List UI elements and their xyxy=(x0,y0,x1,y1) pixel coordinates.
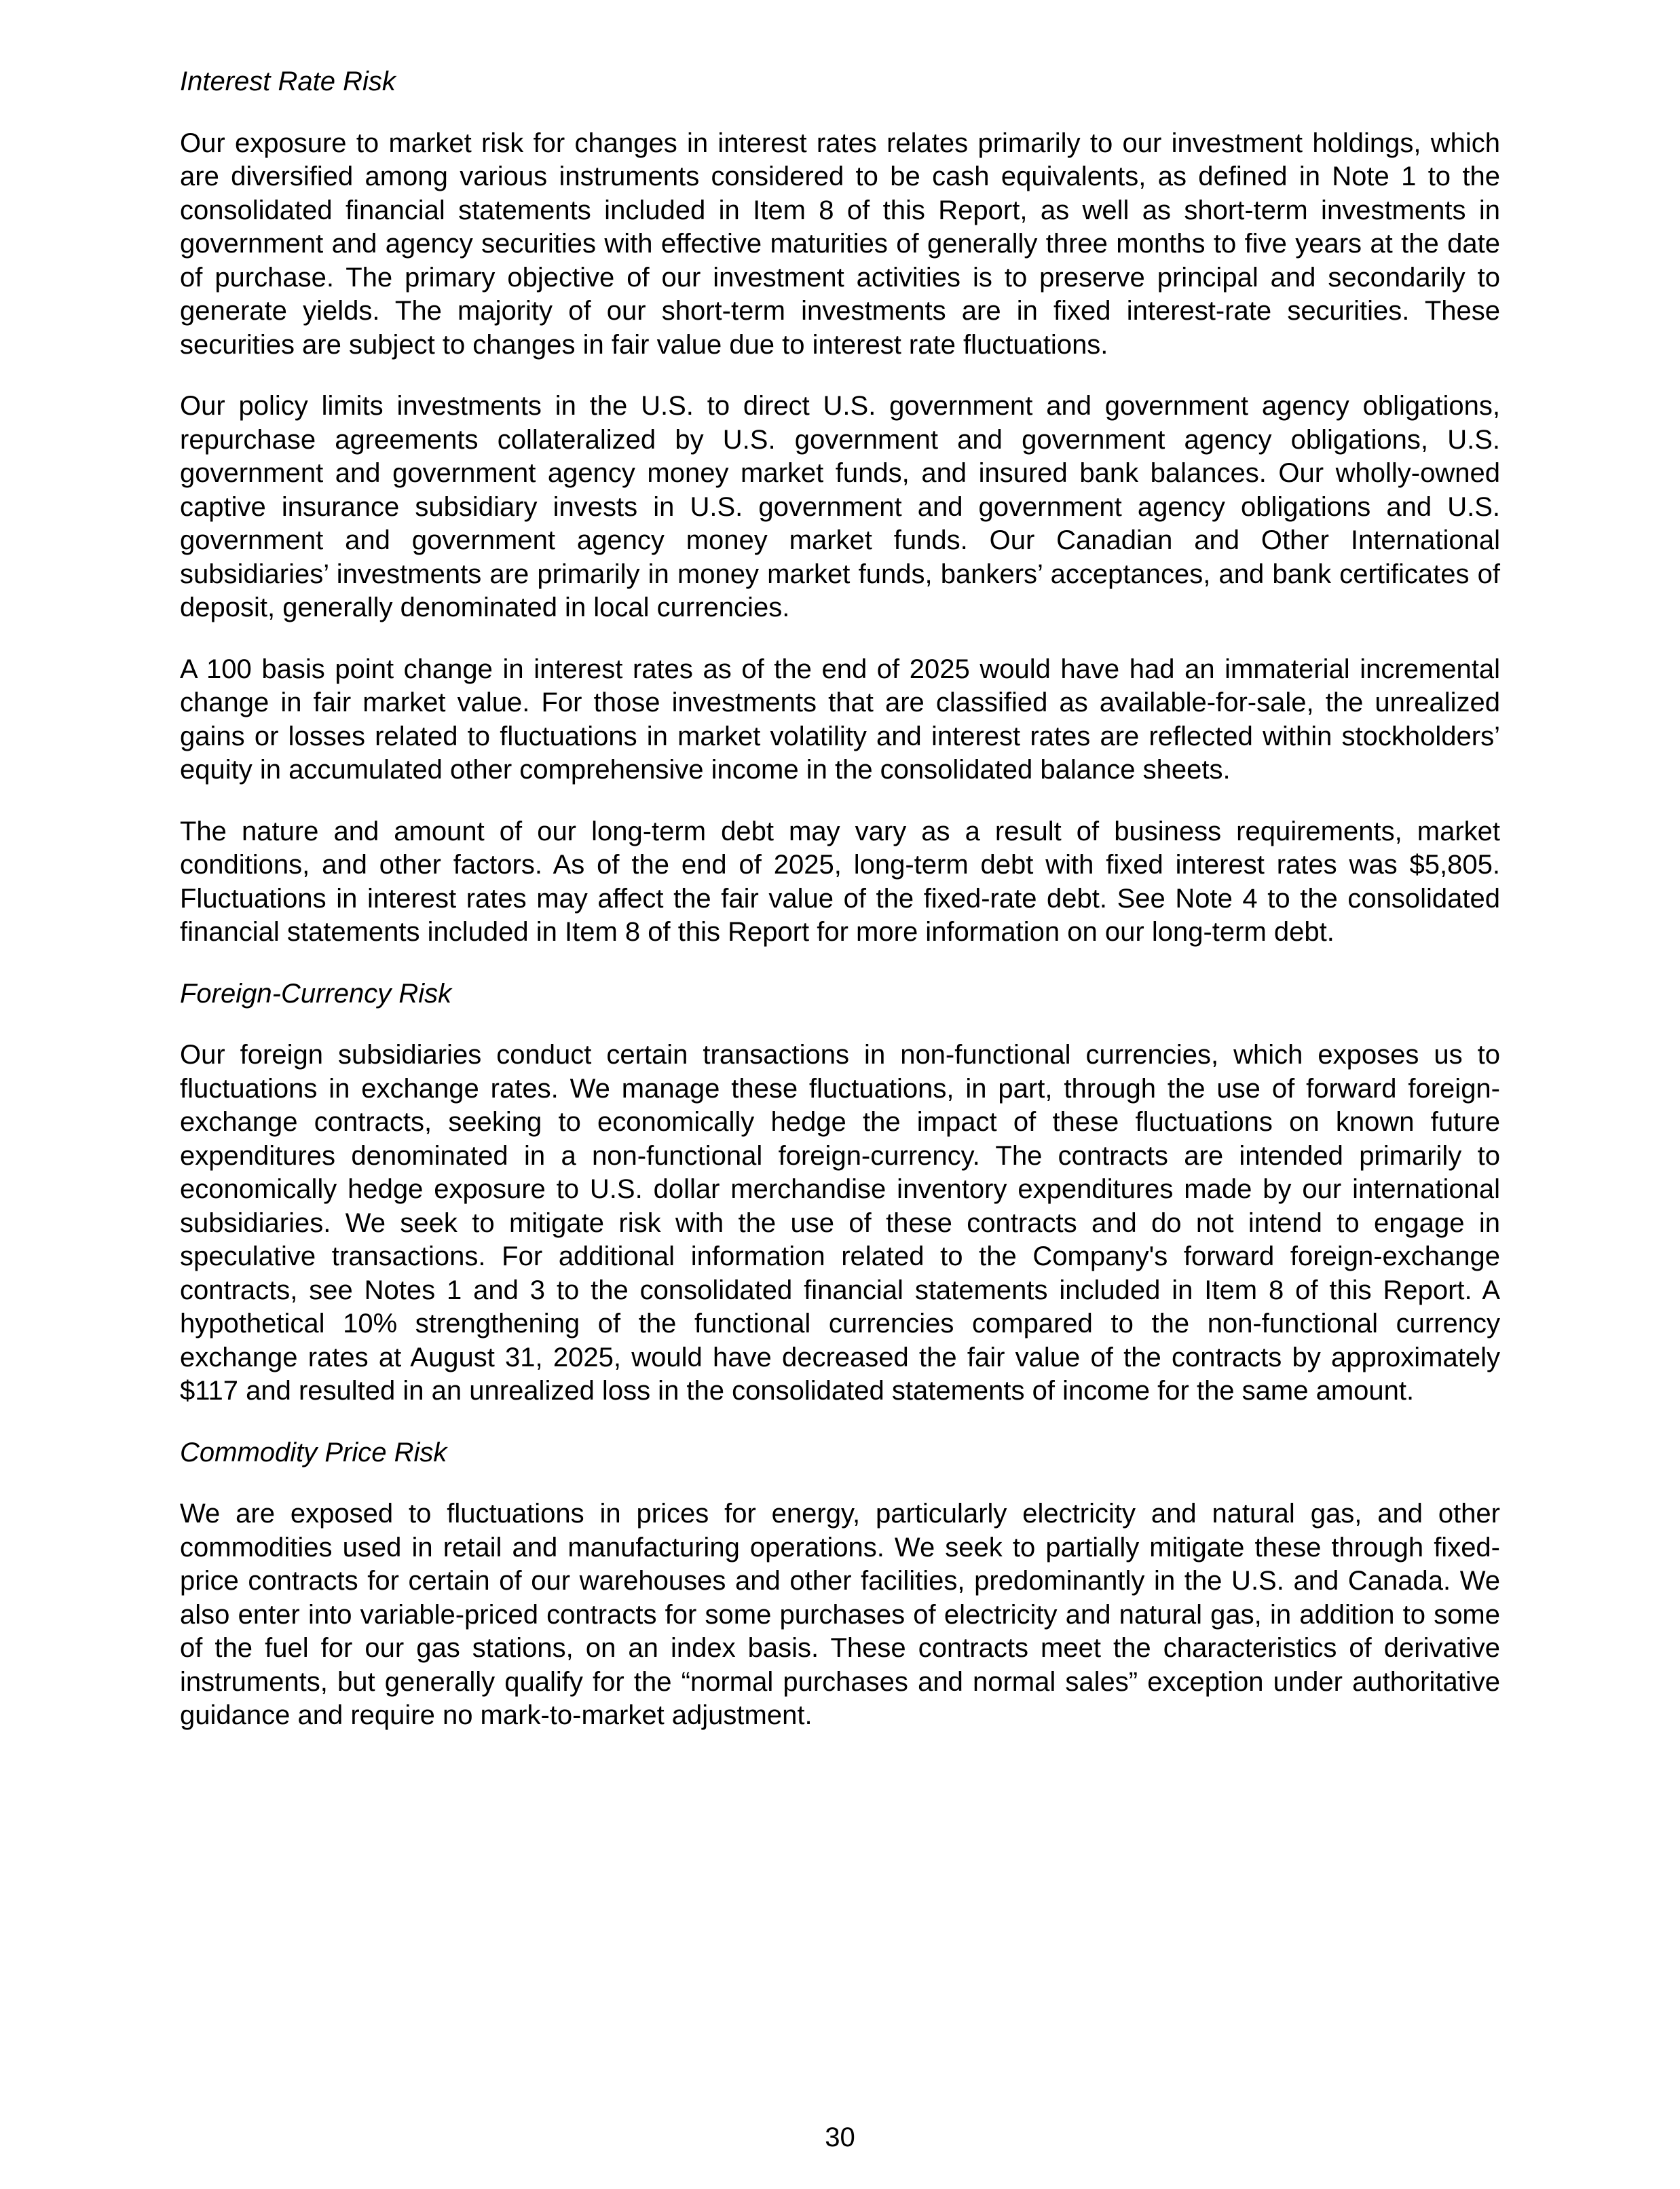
page-number: 30 xyxy=(825,2122,855,2152)
section-heading-interest-rate-risk: Interest Rate Risk xyxy=(180,67,396,96)
foreign-currency-paragraph-1: Our foreign subsidiaries conduct certain transactions in non-functional currencies, which exposes us to fluctuations in exchange rates. We manage these fluctuations, in part, through the use of forward foreign-exchange contracts, seeking to economically hedge the impact of these fluctuations on known future expenditures denominated in a non-functional foreign-currency. The contracts are intended primarily to economically hedge exposure to U.S. dollar merchandise inventory expenditures made by our international subsidiaries. We seek to mitigate risk with the use of these contracts and do not intend to engage in speculative transactions. For additional information related to the Company's forward foreign-exchange contracts, see Notes 1 and 3 to the consolidated financial statements included in Item 8 of this Report. A hypothetical 10% strengthening of the functional currencies compared to the non-functional currency exchange rates at August 31, 2025, would have decreased the fair value of the contracts by approximately $117 and resulted in an unrealized loss in the consolidated statements of income for the same amount. xyxy=(180,1040,1500,1406)
interest-rate-paragraph-3: A 100 basis point change in interest rates as of the end of 2025 would have had an immaterial incremental change in fair market value. For those investments that are classified as available-for-sale, the unrealized gains or losses related to fluctuations in market volatility and interest rates are reflected within stockholders’ equity in accumulated other comprehensive income in the consolidated balance sheets. xyxy=(180,654,1500,785)
commodity-price-paragraph-1: We are exposed to fluctuations in prices for energy, particularly electricity and natural gas, and other commodities used in retail and manufacturing operations. We seek to partially mitigate these through fixed-price contracts for certain of our warehouses and other facilities, predominantly in the U.S. and Canada. We also enter into variable-priced contracts for some purchases of electricity and natural gas, in addition to some of the fuel for our gas stations, on an index basis. These contracts meet the characteristics of derivative instruments, but generally qualify for the “normal purchases and normal sales” exception under authoritative guidance and require no mark-to-market adjustment. xyxy=(180,1499,1500,1730)
interest-rate-paragraph-2: Our policy limits investments in the U.S. to direct U.S. government and government agency obligations, repurchase agreements collateralized by U.S. government and government agency obligations, U.S. government and government agency money market funds, and insured bank balances. Our wholly-owned captive insurance subsidiary invests in U.S. government and government agency obligations and U.S. government and government agency money market funds. Our Canadian and Other International subsidiaries’ investments are primarily in money market funds, bankers’ acceptances, and bank certificates of deposit, generally denominated in local currencies. xyxy=(180,391,1500,622)
section-heading-foreign-currency-risk: Foreign-Currency Risk xyxy=(180,978,452,1009)
interest-rate-paragraph-1: Our exposure to market risk for changes in interest rates relates primarily to our investment holdings, which are diversified among various instruments considered to be cash equivalents, as defined in Note 1 to the consolidated financial statements included in Item 8 of this Report, as well as short-term investments in government and agency securities with effective maturities of generally three months to five years at the date of purchase. The primary objective of our investment activities is to preserve principal and secondarily to generate yields. The majority of our short-term investments are in fixed interest-rate securities. These securities are subject to changes in fair value due to interest rate fluctuations. xyxy=(180,128,1500,360)
section-heading-commodity-price-risk: Commodity Price Risk xyxy=(180,1437,447,1467)
document-page xyxy=(180,65,1500,1761)
interest-rate-paragraph-4: The nature and amount of our long-term debt may vary as a result of business requirements, market conditions, and other factors. As of the end of 2025, long-term debt with fixed interest rates was $5,805. Fluctuations in interest rates may affect the fair value of the fixed-rate debt. See Note 4 to the consolidated financial statements included in Item 8 of this Report for more information on our long-term debt. xyxy=(180,816,1500,947)
